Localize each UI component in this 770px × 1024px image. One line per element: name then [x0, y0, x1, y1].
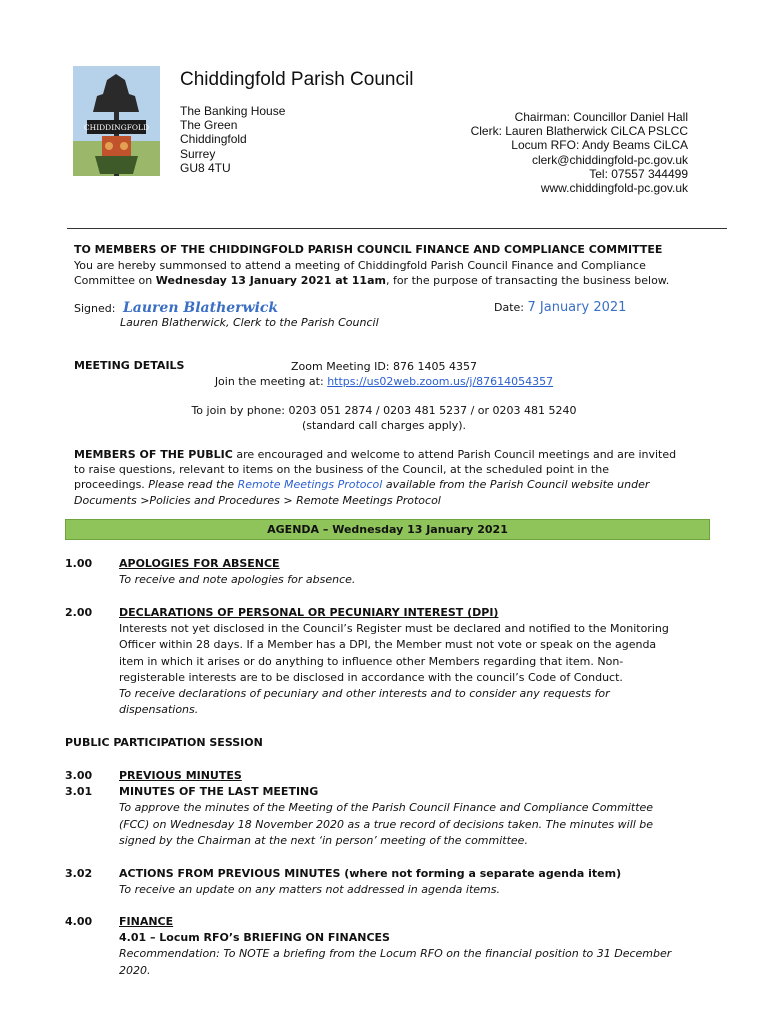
- zoom-join-line: [74, 374, 694, 389]
- item-subtitle: 4.01 – Locum RFO’s BRIEFING ON FINANCES: [119, 931, 390, 945]
- item-description: To receive and note apologies for absence.: [119, 573, 356, 587]
- date-label: Date:: [494, 301, 524, 314]
- summons-text: You are hereby summonsed to attend a meeting of Chiddingfold Parish Council Finance and Compliance: [74, 258, 646, 272]
- clerk-name-line: Lauren Blatherwick, Clerk to the Parish Council: [120, 316, 379, 329]
- chairman-line: Chairman: Councillor Daniel Hall: [514, 110, 688, 124]
- council-logo: [73, 66, 160, 176]
- date-row: [494, 300, 626, 315]
- item-number: 1.00: [65, 557, 93, 570]
- email-line: clerk@chiddingfold-pc.gov.uk: [531, 152, 688, 167]
- clerk-line: Clerk: Lauren Blatherwick CiLCA PSLCC: [470, 124, 688, 139]
- council-officers: [471, 110, 688, 195]
- signed-label: Signed:: [74, 302, 116, 315]
- meeting-datetime: Wednesday 13 January 2021 at 11am: [155, 274, 386, 287]
- item-title: APOLOGIES FOR ABSENCE: [119, 557, 280, 570]
- village-sign-icon: [73, 66, 160, 176]
- zoom-join-link[interactable]: https://us02web.zoom.us/j/87614054357: [327, 375, 554, 388]
- zoom-details: [74, 359, 694, 389]
- agenda-title-bar: AGENDA – Wednesday 13 January 2021: [65, 519, 710, 540]
- item-description: (FCC) on Wednesday 18 November 2020 as a true record of decisions taken. The minutes will be: [119, 817, 654, 831]
- address-line: Surrey: [180, 146, 216, 161]
- public-text-italic: Please read the: [148, 478, 238, 492]
- address-line: GU8 4TU: [180, 160, 231, 175]
- item-number: 2.00: [65, 606, 93, 619]
- agenda-item-apologies: [119, 556, 709, 588]
- item-description: dispensations.: [119, 703, 199, 717]
- item-description: To receive an update on any matters not addressed in agenda items.: [119, 883, 501, 897]
- summons-notice: [74, 242, 714, 289]
- item-title: FINANCE: [119, 915, 174, 928]
- public-text: are encouraged and welcome to attend Parish Council meetings and are invited: [232, 448, 677, 461]
- item-number: 3.02: [65, 867, 93, 880]
- public-participation-heading: PUBLIC PARTICIPATION SESSION: [65, 736, 263, 749]
- meeting-details-label: MEETING DETAILS: [74, 359, 185, 372]
- item-description: 2020.: [119, 963, 151, 977]
- public-heading: MEMBERS OF THE PUBLIC: [74, 448, 233, 461]
- header-divider: [67, 228, 727, 229]
- item-text: Interests not yet disclosed in the Council’s Register must be declared and notified to the Monitoring: [119, 622, 669, 636]
- agenda-item-previous-minutes: [119, 768, 709, 849]
- address-line: Chiddingfold: [180, 132, 247, 147]
- phone-charges-note: (standard call charges apply).: [301, 419, 467, 432]
- item-text: registerable interests are to be disclosed in accordance with the council’s Code of Conduct.: [119, 670, 623, 684]
- item-number: 4.00: [65, 915, 93, 928]
- item-title: DECLARATIONS OF PERSONAL OR PECUNIARY INTEREST (DPI): [119, 606, 499, 619]
- phone-details: [74, 403, 694, 433]
- public-text: proceedings.: [74, 478, 149, 492]
- phone-line: Tel: 07557 344499: [589, 166, 688, 181]
- item-title: PREVIOUS MINUTES: [119, 769, 242, 782]
- date-value: 7 January 2021: [527, 300, 627, 315]
- item-description: To approve the minutes of the Meeting of the Parish Council Finance and Compliance Committee: [119, 801, 654, 815]
- summons-text-pre: Committee on: [74, 274, 156, 287]
- summons-heading: TO MEMBERS OF THE CHIDDINGFOLD PARISH COUNCIL FINANCE AND COMPLIANCE COMMITTEE: [74, 243, 663, 256]
- join-label: Join the meeting at:: [214, 375, 328, 388]
- website-line: www.chiddingfold-pc.gov.uk: [540, 181, 688, 196]
- address-line: The Banking House: [180, 104, 286, 118]
- summons-text-post: , for the purpose of transacting the business below.: [385, 274, 670, 287]
- agenda-item-actions: [119, 866, 709, 898]
- item-description: To receive declarations of pecuniary and other interests and to consider any requests for: [119, 687, 610, 701]
- svg-text:CHIDDINGFOLD: CHIDDINGFOLD: [83, 123, 150, 132]
- signed-row: [74, 300, 278, 316]
- item-title: ACTIONS FROM PREVIOUS MINUTES (where not forming a separate agenda item): [119, 867, 622, 880]
- rfo-line: Locum RFO: Andy Beams CiLCA: [511, 138, 688, 153]
- zoom-meeting-id: Zoom Meeting ID: 876 1405 4357: [291, 360, 477, 373]
- public-notice: [74, 447, 714, 508]
- address-line: The Green: [180, 118, 238, 133]
- item-text: item in which it arises or do anything to influence other Members regarding that item. Non-: [119, 654, 624, 668]
- item-number: 3.01: [65, 785, 93, 798]
- public-text-italic: Documents >Policies and Procedures > Remote Meetings Protocol: [74, 493, 441, 507]
- item-description: Recommendation: To NOTE a briefing from the Locum RFO on the financial position to 31 December: [119, 947, 672, 961]
- council-name: Chiddingfold Parish Council: [180, 69, 414, 90]
- item-number: 3.00: [65, 769, 93, 782]
- item-subtitle: MINUTES OF THE LAST MEETING: [119, 785, 319, 799]
- agenda-item-finance: [119, 914, 709, 979]
- public-text-italic: available from the Parish Council website under: [382, 478, 650, 492]
- item-text: Officer within 28 days. If a Member has a DPI, the Member must not vote or speak on the agenda: [119, 638, 657, 652]
- item-description: signed by the Chairman at the next ‘in person’ meeting of the committee.: [119, 833, 528, 847]
- remote-meetings-protocol-link[interactable]: Remote Meetings Protocol: [237, 478, 383, 492]
- clerk-signature: Lauren Blatherwick: [122, 300, 279, 316]
- public-text: to raise questions, relevant to items on the business of the Council, at the scheduled point in the: [74, 463, 609, 477]
- phone-numbers: To join by phone: 0203 051 2874 / 0203 481 5237 / or 0203 481 5240: [191, 404, 577, 417]
- agenda-item-declarations: [119, 605, 709, 718]
- summons-text: [74, 273, 714, 289]
- council-address: [180, 104, 285, 175]
